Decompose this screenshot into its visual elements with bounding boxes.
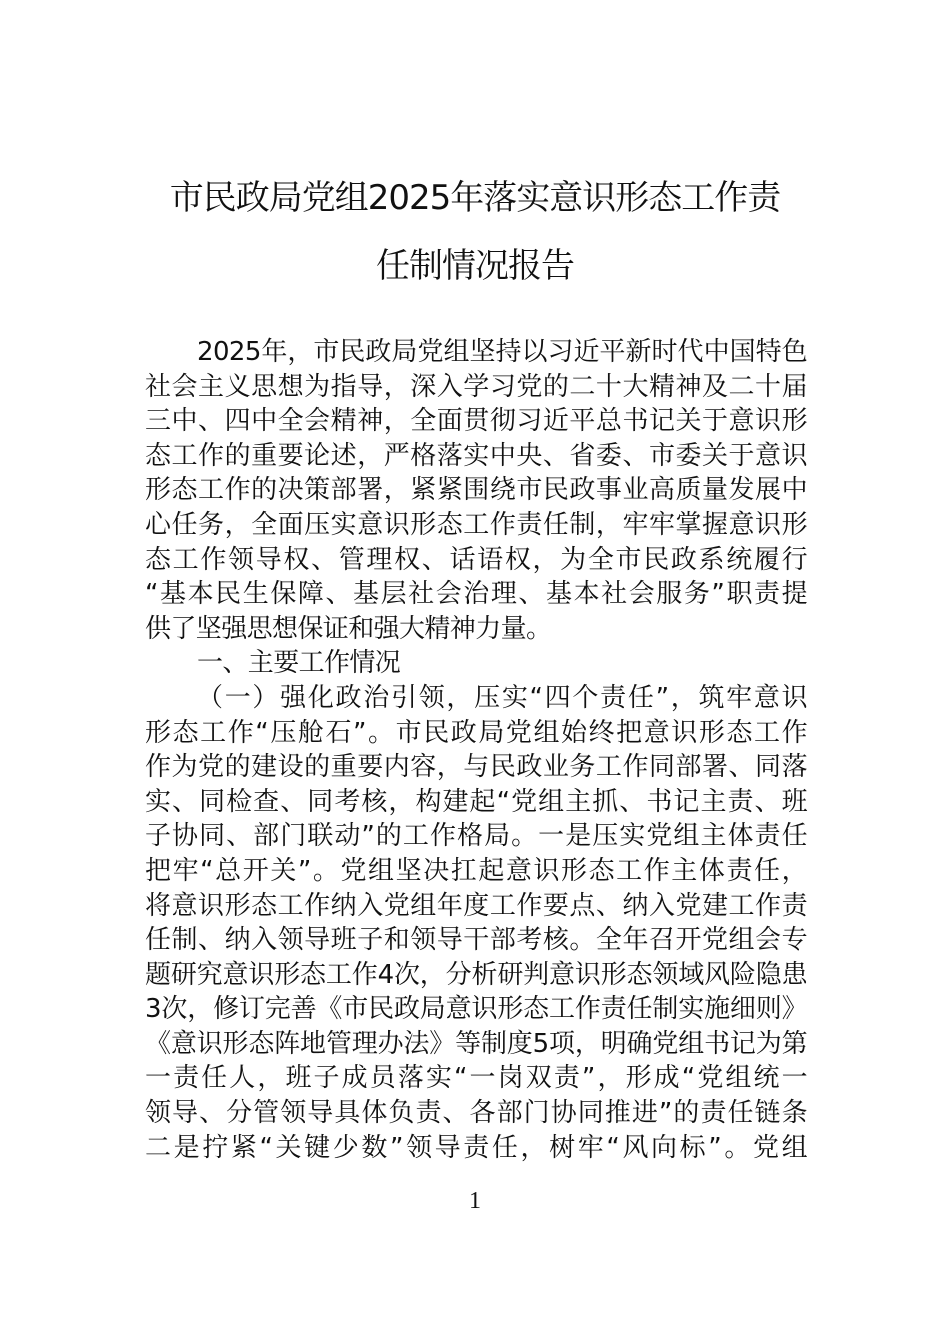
paragraph-line: 一责任人，班子成员落实“一岗双责”，形成“党组统一 — [145, 1063, 807, 1094]
paragraph-line: 任制、纳入领导班子和领导干部考核。全年召开党组会专 — [145, 925, 807, 956]
paragraph-line: 心任务，全面压实意识形态工作责任制，牢牢掌握意识形 — [145, 509, 807, 540]
paragraph-line: “基本民生保障、基层社会治理、基本社会服务”职责提 — [145, 579, 807, 610]
section-heading: 一、主要工作情况 — [197, 648, 401, 679]
paragraph-line: 形态工作的决策部署，紧紧围绕市民政事业高质量发展中 — [145, 475, 807, 506]
paragraph-line: 形态工作“压舱石”。市民政局党组始终把意识形态工作 — [145, 717, 807, 748]
paragraph-line: 态工作领导权、管理权、话语权，为全市民政系统履行 — [145, 544, 807, 575]
paragraph-line: 3次，修订完善《市民政局意识形态工作责任制实施细则》 — [145, 994, 807, 1025]
paragraph-line: 供了坚强思想保证和强大精神力量。 — [145, 613, 552, 644]
paragraph-line: 社会主义思想为指导，深入学习党的二十大精神及二十届 — [145, 371, 807, 402]
document-body — [145, 335, 807, 1165]
paragraph-line: 《意识形态阵地管理办法》等制度5项，明确党组书记为第 — [145, 1028, 807, 1059]
paragraph-line: 题研究意识形态工作4次，分析研判意识形态领域风险隐患 — [145, 959, 807, 990]
paragraph-line: 三中、四中全会精神，全面贯彻习近平总书记关于意识形 — [145, 406, 807, 437]
paragraph-line: 二是拧紧“关键少数”领导责任，树牢“风向标”。党组 — [145, 1132, 807, 1163]
paragraph-line: 将意识形态工作纳入党组年度工作要点、纳入党建工作责 — [145, 890, 807, 921]
paragraph-line: 态工作的重要论述，严格落实中央、省委、市委关于意识 — [145, 440, 807, 471]
paragraph-line: 2025年，市民政局党组坚持以习近平新时代中国特色 — [197, 337, 807, 367]
paragraph-line: 把牢“总开关”。党组坚决扛起意识形态工作主体责任， — [145, 855, 807, 886]
document-title-line-2: 任制情况报告 — [376, 246, 574, 286]
document-title-line-1: 市民政局党组2025年落实意识形态工作责 — [169, 178, 781, 218]
paragraph-line: 领导、分管领导具体负责、各部门协同推进”的责任链条 — [145, 1098, 807, 1129]
subsection-heading-line: （一）强化政治引领，压实“四个责任”，筑牢意识 — [197, 682, 807, 713]
paragraph-line: 子协同、部门联动”的工作格局。一是压实党组主体责任 — [145, 821, 807, 852]
page-number: 1 — [469, 1188, 481, 1214]
paragraph-line: 作为党的建设的重要内容，与民政业务工作同部署、同落 — [145, 752, 807, 783]
paragraph-line: 实、同检查、同考核，构建起“党组主抓、书记主责、班 — [145, 786, 807, 817]
